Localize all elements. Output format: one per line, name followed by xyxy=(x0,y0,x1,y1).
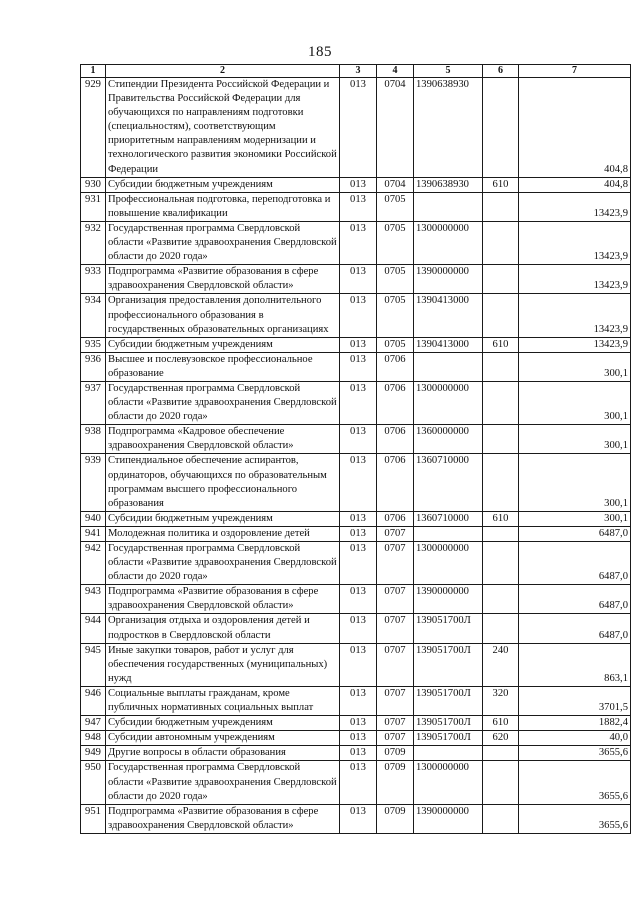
row-name: Субсидии автономным учреждениям xyxy=(106,731,340,746)
row-admin-code: 013 xyxy=(340,585,377,614)
row-expense-type xyxy=(483,614,519,643)
row-number: 932 xyxy=(81,221,106,264)
row-section-code: 0706 xyxy=(377,511,414,526)
row-number: 951 xyxy=(81,804,106,833)
row-amount: 404,8 xyxy=(519,78,631,178)
row-section-code: 0709 xyxy=(377,804,414,833)
table-body xyxy=(81,78,631,834)
row-expense-type xyxy=(483,526,519,541)
row-admin-code: 013 xyxy=(340,352,377,381)
row-section-code: 0707 xyxy=(377,731,414,746)
row-amount: 13423,9 xyxy=(519,192,631,221)
row-expense-type xyxy=(483,192,519,221)
row-amount: 300,1 xyxy=(519,381,631,424)
row-number: 946 xyxy=(81,686,106,715)
table-row xyxy=(81,804,631,833)
row-amount: 3655,6 xyxy=(519,804,631,833)
row-amount: 1882,4 xyxy=(519,716,631,731)
table-row xyxy=(81,716,631,731)
row-number: 949 xyxy=(81,746,106,761)
row-section-code: 0705 xyxy=(377,294,414,337)
row-expense-type xyxy=(483,761,519,804)
row-section-code: 0706 xyxy=(377,352,414,381)
row-expense-type xyxy=(483,265,519,294)
table-row xyxy=(81,381,631,424)
row-admin-code: 013 xyxy=(340,542,377,585)
row-target-code: 1300000000 xyxy=(414,221,483,264)
row-amount: 13423,9 xyxy=(519,221,631,264)
row-target-code: 1300000000 xyxy=(414,542,483,585)
table-row xyxy=(81,454,631,511)
column-header-7: 7 xyxy=(519,65,631,78)
row-name: Стипендиальное обеспечение аспирантов, ординаторов, обучающихся по образовательным программам высшего профессионального образования xyxy=(106,454,340,511)
row-admin-code: 013 xyxy=(340,614,377,643)
row-number: 941 xyxy=(81,526,106,541)
row-name: Социальные выплаты гражданам, кроме публичных нормативных социальных выплат xyxy=(106,686,340,715)
row-number: 929 xyxy=(81,78,106,178)
row-admin-code: 013 xyxy=(340,731,377,746)
table-row xyxy=(81,352,631,381)
row-amount: 300,1 xyxy=(519,454,631,511)
row-admin-code: 013 xyxy=(340,294,377,337)
row-target-code: 139051700Л xyxy=(414,716,483,731)
row-expense-type xyxy=(483,78,519,178)
row-admin-code: 013 xyxy=(340,454,377,511)
table-row xyxy=(81,177,631,192)
row-number: 947 xyxy=(81,716,106,731)
row-section-code: 0706 xyxy=(377,454,414,511)
table-row xyxy=(81,511,631,526)
row-expense-type: 610 xyxy=(483,337,519,352)
column-header-6: 6 xyxy=(483,65,519,78)
row-name: Подпрограмма «Кадровое обеспечение здравоохранения Свердловской области» xyxy=(106,425,340,454)
row-number: 933 xyxy=(81,265,106,294)
row-number: 940 xyxy=(81,511,106,526)
row-number: 930 xyxy=(81,177,106,192)
row-amount: 300,1 xyxy=(519,352,631,381)
row-section-code: 0707 xyxy=(377,643,414,686)
budget-table xyxy=(80,64,631,834)
row-target-code: 139051700Л xyxy=(414,643,483,686)
row-expense-type: 240 xyxy=(483,643,519,686)
row-number: 939 xyxy=(81,454,106,511)
row-admin-code: 013 xyxy=(340,177,377,192)
row-name: Субсидии бюджетным учреждениям xyxy=(106,177,340,192)
row-admin-code: 013 xyxy=(340,686,377,715)
table-row xyxy=(81,585,631,614)
row-section-code: 0705 xyxy=(377,221,414,264)
row-number: 948 xyxy=(81,731,106,746)
table-row xyxy=(81,294,631,337)
table-row xyxy=(81,192,631,221)
row-amount: 40,0 xyxy=(519,731,631,746)
row-admin-code: 013 xyxy=(340,192,377,221)
row-name: Субсидии бюджетным учреждениям xyxy=(106,511,340,526)
row-amount: 3701,5 xyxy=(519,686,631,715)
table-row xyxy=(81,731,631,746)
table-row xyxy=(81,643,631,686)
row-section-code: 0705 xyxy=(377,265,414,294)
row-target-code: 1360710000 xyxy=(414,454,483,511)
row-expense-type xyxy=(483,542,519,585)
row-amount: 300,1 xyxy=(519,425,631,454)
row-target-code xyxy=(414,746,483,761)
row-admin-code: 013 xyxy=(340,221,377,264)
row-target-code: 1390000000 xyxy=(414,804,483,833)
row-number: 935 xyxy=(81,337,106,352)
row-section-code: 0709 xyxy=(377,761,414,804)
row-number: 950 xyxy=(81,761,106,804)
row-target-code xyxy=(414,526,483,541)
row-admin-code: 013 xyxy=(340,381,377,424)
row-section-code: 0706 xyxy=(377,425,414,454)
table-row xyxy=(81,526,631,541)
row-expense-type xyxy=(483,804,519,833)
row-target-code xyxy=(414,352,483,381)
row-expense-type xyxy=(483,425,519,454)
row-name: Другие вопросы в области образования xyxy=(106,746,340,761)
row-expense-type xyxy=(483,746,519,761)
row-admin-code: 013 xyxy=(340,761,377,804)
row-target-code xyxy=(414,192,483,221)
row-expense-type: 610 xyxy=(483,716,519,731)
page-number: 185 xyxy=(308,44,332,60)
column-header-2: 2 xyxy=(106,65,340,78)
table-row xyxy=(81,746,631,761)
row-amount: 404,8 xyxy=(519,177,631,192)
row-amount: 13423,9 xyxy=(519,265,631,294)
row-expense-type xyxy=(483,585,519,614)
row-section-code: 0705 xyxy=(377,337,414,352)
row-section-code: 0707 xyxy=(377,614,414,643)
row-number: 938 xyxy=(81,425,106,454)
row-section-code: 0706 xyxy=(377,381,414,424)
row-target-code: 139051700Л xyxy=(414,686,483,715)
row-expense-type xyxy=(483,294,519,337)
row-amount: 13423,9 xyxy=(519,294,631,337)
row-number: 937 xyxy=(81,381,106,424)
row-target-code: 1300000000 xyxy=(414,761,483,804)
table-row xyxy=(81,265,631,294)
row-name: Профессиональная подготовка, переподготовка и повышение квалификации xyxy=(106,192,340,221)
table-row xyxy=(81,78,631,178)
row-name: Подпрограмма «Развитие образования в сфере здравоохранения Свердловской области» xyxy=(106,585,340,614)
row-expense-type: 610 xyxy=(483,177,519,192)
row-admin-code: 013 xyxy=(340,746,377,761)
row-admin-code: 013 xyxy=(340,337,377,352)
column-header-1: 1 xyxy=(81,65,106,78)
row-section-code: 0709 xyxy=(377,746,414,761)
row-admin-code: 013 xyxy=(340,511,377,526)
row-amount: 3655,6 xyxy=(519,761,631,804)
row-name: Иные закупки товаров, работ и услуг для обеспечения государственных (муниципальных) нужд xyxy=(106,643,340,686)
row-target-code: 1390000000 xyxy=(414,585,483,614)
row-number: 934 xyxy=(81,294,106,337)
row-section-code: 0707 xyxy=(377,526,414,541)
row-section-code: 0707 xyxy=(377,585,414,614)
row-number: 944 xyxy=(81,614,106,643)
row-target-code: 1390000000 xyxy=(414,265,483,294)
row-expense-type: 320 xyxy=(483,686,519,715)
row-section-code: 0707 xyxy=(377,686,414,715)
row-admin-code: 013 xyxy=(340,265,377,294)
row-target-code: 1300000000 xyxy=(414,381,483,424)
table-row xyxy=(81,337,631,352)
row-amount: 6487,0 xyxy=(519,614,631,643)
row-amount: 6487,0 xyxy=(519,585,631,614)
row-name: Организация отдыха и оздоровления детей и подростков в Свердловской области xyxy=(106,614,340,643)
row-target-code: 1390413000 xyxy=(414,294,483,337)
row-admin-code: 013 xyxy=(340,425,377,454)
row-admin-code: 013 xyxy=(340,804,377,833)
row-name: Государственная программа Свердловской области «Развитие здравоохранения Свердловской области до 2020 года» xyxy=(106,381,340,424)
row-expense-type: 620 xyxy=(483,731,519,746)
row-admin-code: 013 xyxy=(340,643,377,686)
table-row xyxy=(81,425,631,454)
row-name: Подпрограмма «Развитие образования в сфере здравоохранения Свердловской области» xyxy=(106,265,340,294)
row-name: Государственная программа Свердловской области «Развитие здравоохранения Свердловской области до 2020 года» xyxy=(106,221,340,264)
table-row xyxy=(81,542,631,585)
row-target-code: 139051700Л xyxy=(414,614,483,643)
row-amount: 863,1 xyxy=(519,643,631,686)
row-section-code: 0707 xyxy=(377,542,414,585)
row-admin-code: 013 xyxy=(340,78,377,178)
row-name: Высшее и послевузовское профессиональное образование xyxy=(106,352,340,381)
table-row xyxy=(81,614,631,643)
row-number: 942 xyxy=(81,542,106,585)
row-name: Субсидии бюджетным учреждениям xyxy=(106,337,340,352)
table-row xyxy=(81,686,631,715)
row-target-code: 1390638930 xyxy=(414,78,483,178)
row-section-code: 0704 xyxy=(377,177,414,192)
table-header-row xyxy=(81,65,631,78)
table-row xyxy=(81,221,631,264)
row-expense-type xyxy=(483,381,519,424)
row-amount: 300,1 xyxy=(519,511,631,526)
row-amount: 6487,0 xyxy=(519,526,631,541)
column-header-5: 5 xyxy=(414,65,483,78)
row-expense-type: 610 xyxy=(483,511,519,526)
row-section-code: 0704 xyxy=(377,78,414,178)
row-amount: 13423,9 xyxy=(519,337,631,352)
row-name: Молодежная политика и оздоровление детей xyxy=(106,526,340,541)
row-number: 931 xyxy=(81,192,106,221)
column-header-4: 4 xyxy=(377,65,414,78)
row-name: Организация предоставления дополнительного профессионального образования в государственных образовательных организациях xyxy=(106,294,340,337)
row-target-code: 139051700Л xyxy=(414,731,483,746)
row-expense-type xyxy=(483,221,519,264)
row-number: 936 xyxy=(81,352,106,381)
row-target-code: 1360710000 xyxy=(414,511,483,526)
row-target-code: 1360000000 xyxy=(414,425,483,454)
row-expense-type xyxy=(483,352,519,381)
row-target-code: 1390413000 xyxy=(414,337,483,352)
table-row xyxy=(81,761,631,804)
row-admin-code: 013 xyxy=(340,716,377,731)
row-name: Стипендии Президента Российской Федерации и Правительства Российской Федерации для обучающихся по направлениям подготовки (специальностям), соответствующим приоритетным направлениям модернизации и технологического развития экономики Российской Федерации xyxy=(106,78,340,178)
row-section-code: 0707 xyxy=(377,716,414,731)
row-number: 943 xyxy=(81,585,106,614)
row-section-code: 0705 xyxy=(377,192,414,221)
row-amount: 6487,0 xyxy=(519,542,631,585)
row-amount: 3655,6 xyxy=(519,746,631,761)
row-expense-type xyxy=(483,454,519,511)
row-admin-code: 013 xyxy=(340,526,377,541)
row-number: 945 xyxy=(81,643,106,686)
column-header-3: 3 xyxy=(340,65,377,78)
row-name: Государственная программа Свердловской области «Развитие здравоохранения Свердловской области до 2020 года» xyxy=(106,542,340,585)
row-name: Субсидии бюджетным учреждениям xyxy=(106,716,340,731)
row-name: Государственная программа Свердловской области «Развитие здравоохранения Свердловской области до 2020 года» xyxy=(106,761,340,804)
row-name: Подпрограмма «Развитие образования в сфере здравоохранения Свердловской области» xyxy=(106,804,340,833)
row-target-code: 1390638930 xyxy=(414,177,483,192)
